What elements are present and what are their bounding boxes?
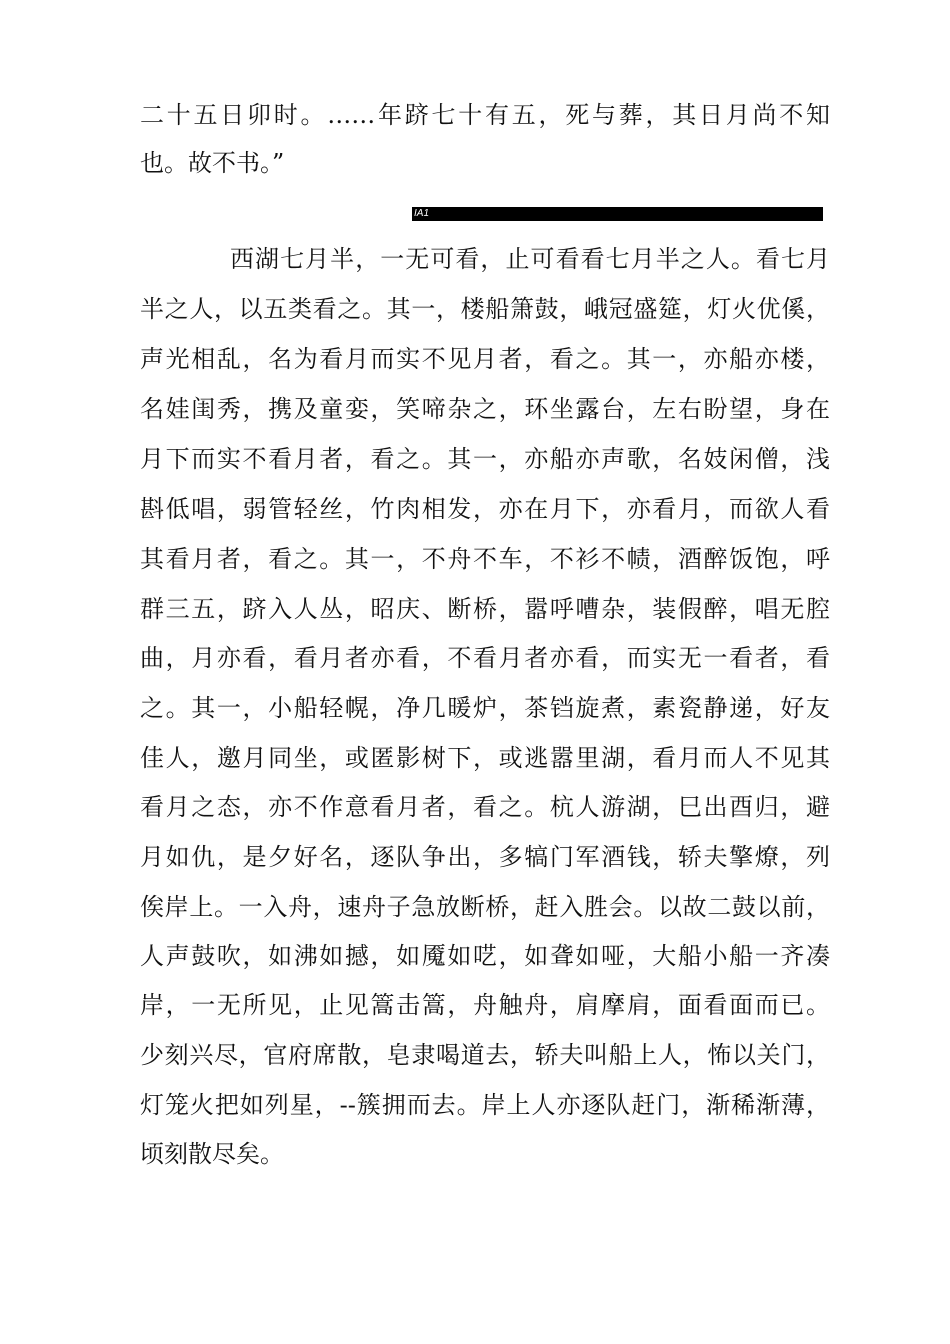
paragraph-line: 群三五，跻入人丛，昭庆、断桥，嚣呼嘈杂，装假醉，唱无腔	[140, 595, 830, 623]
paragraph-line: 其看月者，看之。其一，不舟不车，不衫不帻，酒醉饭饱，呼	[140, 545, 830, 573]
comment-tag-label: IA1	[414, 208, 430, 219]
paragraph-line: 俟岸上。一入舟，速舟子急放断桥，赶入胜会。以故二鼓以前，	[140, 893, 830, 921]
paragraph-line: 顷刻散尽矣。	[140, 1140, 284, 1168]
paragraph-line: 灯笼火把如列星，--簇拥而去。岸上人亦逐队赶门，渐稀渐薄，	[140, 1091, 830, 1119]
paragraph-line: 声光相乱，名为看月而实不见月者，看之。其一，亦船亦楼，	[140, 345, 830, 373]
paragraph-line: 斟低唱，弱管轻丝，竹肉相发，亦在月下，亦看月，而欲人看	[140, 495, 830, 523]
paragraph-line: 月如仇，是夕好名，逐队争出，多犒门军酒钱，轿夫擎燎，列	[140, 843, 830, 871]
paragraph-line: 少刻兴尽，官府席散，皂隶喝道去，轿夫叫船上人，怖以关门，	[140, 1041, 830, 1069]
text-line: 也。故不书。”	[140, 149, 285, 177]
paragraph-line: 曲，月亦看，看月者亦看，不看月者亦看，而实无一看者，看	[140, 644, 830, 672]
paragraph-line: 月下而实不看月者，看之。其一，亦船亦声歌，名妓闲僧，浅	[140, 445, 830, 473]
paragraph-line: 看月之态，亦不作意看月者，看之。杭人游湖，巳出酉归，避	[140, 793, 830, 821]
paragraph-line: 名娃闺秀，携及童娈，笑啼杂之，环坐露台，左右盼望，身在	[140, 395, 830, 423]
paragraph-line: 半之人，以五类看之。其一，楼船箫鼓，峨冠盛筵，灯火优傒，	[140, 295, 830, 323]
paragraph-line: 岸，一无所见，止见篙击篙，舟触舟，肩摩肩，面看面而已。	[140, 991, 830, 1019]
paragraph-line: 人声鼓吹，如沸如撼，如魇如呓，如聋如哑，大船小船一齐凑	[140, 942, 830, 970]
comment-marker-bar[interactable]	[412, 207, 823, 221]
paragraph-line: 西湖七月半，一无可看，止可看看七月半之人。看七月	[230, 245, 830, 273]
paragraph-line: 佳人，邀月同坐，或匿影树下，或逃嚣里湖，看月而人不见其	[140, 744, 830, 772]
paragraph-line: 之。其一，小船轻幌，净几暖炉，茶铛旋煮，素瓷静递，好友	[140, 694, 830, 722]
text-line: 二十五日卯时。……年跻七十有五，死与葬，其日月尚不知	[140, 101, 830, 129]
